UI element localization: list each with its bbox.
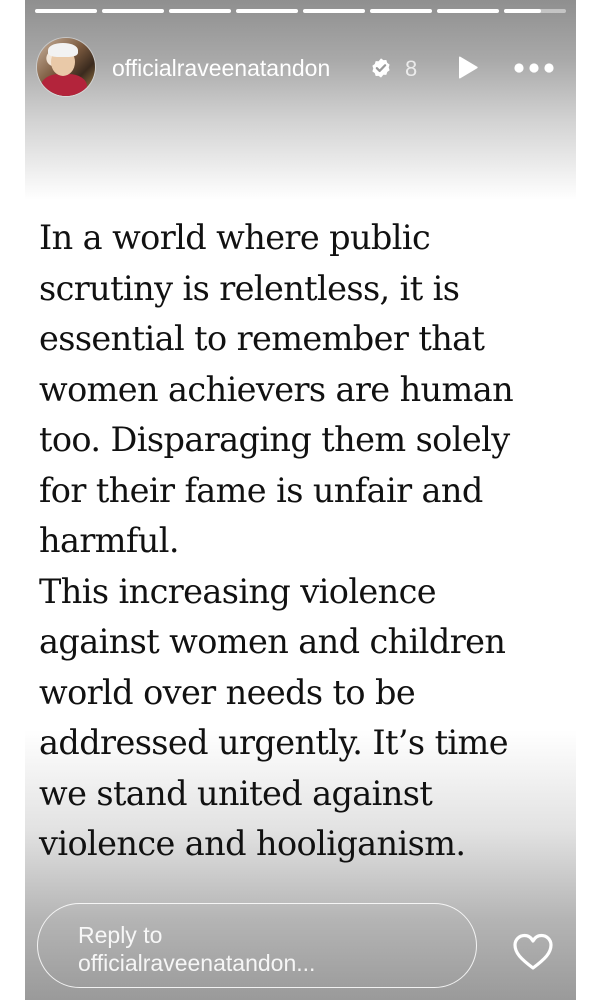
story-progress-bar <box>35 9 566 13</box>
story-text: In a world where public scrutiny is relentless, it is essential to remember that women achievers are human too. Disparaging them solely for their fame is unfair and harmful. This increasing violence against women and children world over needs to be addressed urgently. It’s time we stand united against violence and hooliganism. <box>39 218 514 863</box>
avatar[interactable] <box>37 38 95 96</box>
progress-segment <box>236 9 298 13</box>
story-viewer[interactable] <box>25 0 576 1000</box>
more-options-icon[interactable] <box>512 58 556 78</box>
heart-icon[interactable] <box>512 932 554 972</box>
progress-segment <box>102 9 164 13</box>
reply-placeholder: Reply to officialraveenatandon... <box>78 922 316 976</box>
progress-segment <box>437 9 499 13</box>
verified-badge-icon <box>370 57 392 79</box>
play-icon[interactable] <box>453 54 481 82</box>
progress-segment <box>35 9 97 13</box>
progress-segment <box>370 9 432 13</box>
progress-segment-current <box>504 9 566 13</box>
story-timestamp: 8 <box>405 56 418 81</box>
progress-segment <box>169 9 231 13</box>
reply-input[interactable] <box>37 903 477 988</box>
progress-segment <box>303 9 365 13</box>
username[interactable]: officialraveenatandon <box>112 55 331 81</box>
